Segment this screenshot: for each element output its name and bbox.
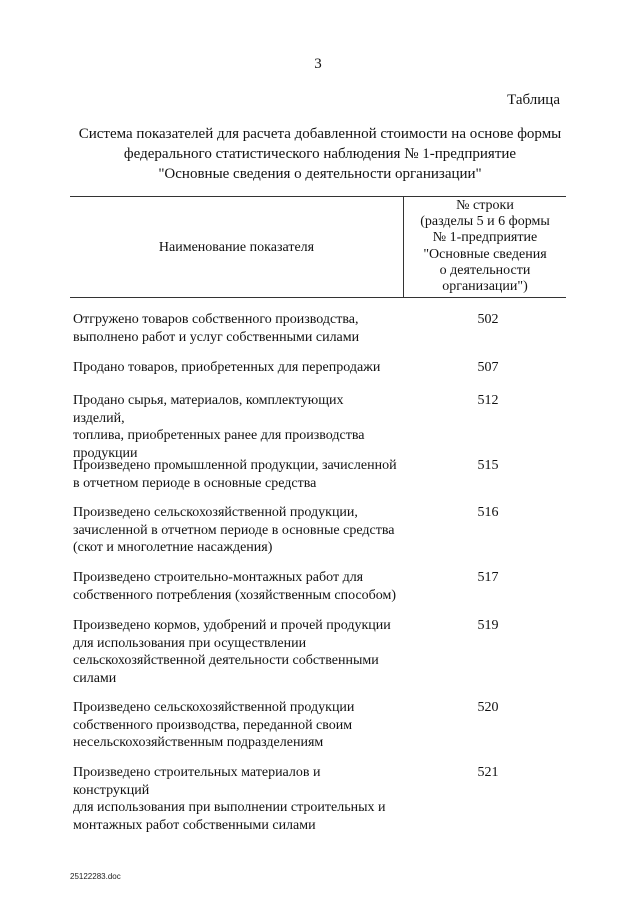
row-indicator-name [70,617,398,687]
row-text-line: Произведено сельскохозяйственной продукции, [73,505,358,520]
row-indicator-name [70,392,398,462]
row-text-line: Продано товаров, приобретенных для перепродажи [73,360,381,375]
row-line-code: 521 [477,765,499,780]
row-indicator-name [70,569,398,604]
row-indicator-name [70,764,398,834]
row-text-line: зачисленной в отчетном периоде в основные средства [73,522,395,538]
document-filename-footer: 25122283.doc [70,872,121,881]
row-text-line: продукции [73,445,138,461]
table-label: Таблица [507,92,560,108]
row-text-line: Произведено сельскохозяйственной продукции [73,700,355,715]
row-text-line: (скот и многолетние насаждения) [73,540,273,555]
row-text-line: силами [73,670,117,686]
table-row [70,504,566,557]
row-line-code: 502 [477,312,499,327]
table-row [70,311,566,346]
page-number: 3 [314,56,322,72]
row-text-line: собственного потребления (хозяйственным способом) [73,587,397,603]
title-line: федерального статистического наблюдения № 1-предприятие [123,146,517,162]
table-row [70,569,566,604]
table-row [70,617,566,687]
row-text-line: для использования при выполнении строительных и [73,800,386,815]
row-line-code: 515 [477,458,499,473]
header-line: (разделы 5 и 6 формы [420,214,550,230]
indicator-table [70,196,566,833]
header-line: № 1-предприятие [432,230,538,246]
row-text-line: в отчетном периоде в основные средства [73,475,317,491]
row-text-line: несельскохозяйственным подразделениям [73,735,324,750]
row-text-line: Произведено строительно-монтажных работ для [73,570,364,585]
row-text-line: Произведено кормов, удобрений и прочей продукции [73,618,391,633]
table-row [70,699,566,752]
document-title [60,124,580,184]
row-text-line: собственного производства, переданной своим [73,717,353,733]
row-indicator-name [70,457,398,492]
table-row [70,392,566,462]
row-indicator-name [70,699,398,752]
row-line-code: 512 [477,393,499,408]
row-text-line: выполнено работ и услуг собственными силами [73,329,360,345]
row-line-code: 520 [477,700,499,715]
row-text-line: Отгружено товаров собственного производства, [73,312,359,327]
row-text-line: монтажных работ собственными силами [73,817,316,833]
row-text-line: Продано сырья, материалов, комплектующих изделий, [73,393,344,426]
row-line-code: 519 [477,618,499,633]
row-line-code: 516 [477,505,499,520]
row-line-code: 517 [477,570,499,585]
row-indicator-name [70,359,398,377]
header-indicator-name: Наименование показателя [158,240,315,255]
table-header [70,196,566,298]
table-row [70,764,566,834]
table-row [70,457,566,492]
table-row [70,359,566,377]
row-line-code: 507 [477,360,499,375]
header-line: организации") [442,279,528,295]
header-line-number [403,197,566,297]
row-indicator-name [70,504,398,557]
row-text-line: топлива, приобретенных ранее для производства [73,428,365,443]
title-line: Система показателей для расчета добавленной стоимости на основе формы [78,126,562,142]
row-text-line: сельскохозяйственной деятельности собственными [73,653,379,668]
row-text-line: Произведено строительных материалов и конструкций [73,765,321,798]
row-text-line: для использования при осуществлении [73,635,307,651]
header-line: № строки [456,198,514,213]
header-line: "Основные сведения [423,246,547,262]
row-text-line: Произведено промышленной продукции, зачисленной [73,458,397,473]
title-line: "Основные сведения о деятельности организации" [158,166,482,182]
header-line: о деятельности [439,262,531,278]
row-indicator-name [70,311,398,346]
